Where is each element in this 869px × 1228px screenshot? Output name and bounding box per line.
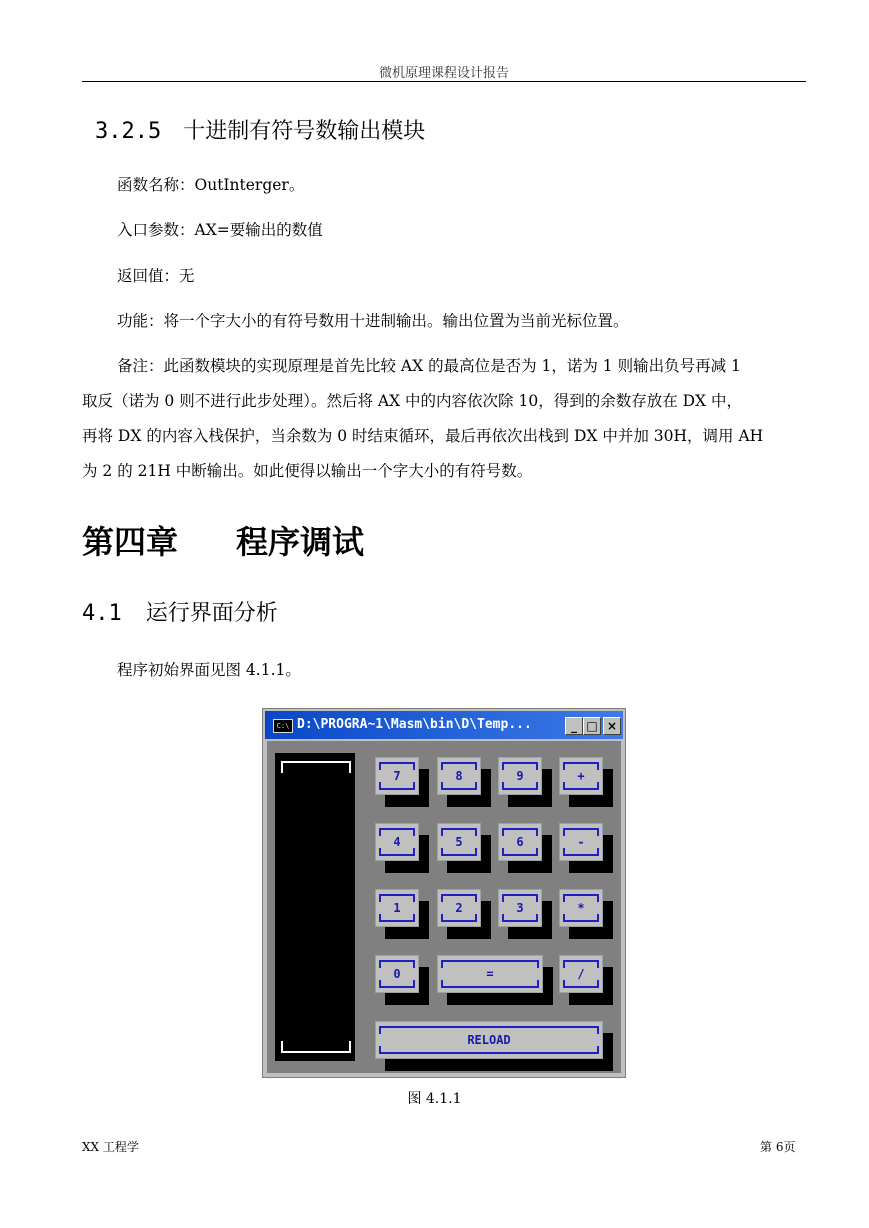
- console-icon: C:\: [273, 719, 293, 733]
- section-number: 3.2.5: [95, 119, 162, 144]
- chapter-title: 程序调试: [236, 523, 365, 561]
- paragraph-note: [82, 349, 806, 489]
- subsection-number: 4.1: [82, 601, 122, 626]
- maximize-button: □: [583, 717, 601, 735]
- minimize-button: _: [565, 717, 583, 735]
- section-heading: [95, 114, 425, 145]
- calculator-display: [275, 753, 355, 1061]
- note-line: 取反（诺为 0 则不进行此步处理）。然后将 AX 中的内容依次除 10，得到的余数存放在 DX 中，: [82, 392, 743, 410]
- page-number: 第 6页: [760, 1140, 796, 1154]
- key-equals: =: [437, 955, 543, 993]
- key-1: 1: [375, 889, 419, 927]
- display-frame-top: [281, 761, 351, 773]
- key-7: 7: [375, 757, 419, 795]
- paragraph-func-name: 函数名称：OutInterger。: [117, 176, 305, 194]
- subsection-title: 运行界面分析: [145, 601, 278, 626]
- header-rule: [82, 81, 806, 82]
- key-reload: RELOAD: [375, 1021, 603, 1059]
- paragraph-intro: 程序初始界面见图 4.1.1。: [117, 661, 301, 679]
- key-minus: -: [559, 823, 603, 861]
- note-line: 备注：此函数模块的实现原理是首先比较 AX 的最高位是否为 1，诺为 1 则输出负号再减 1: [117, 357, 741, 375]
- key-0: 0: [375, 955, 419, 993]
- chapter-label: 第四章: [82, 523, 179, 561]
- key-plus: +: [559, 757, 603, 795]
- key-6: 6: [498, 823, 542, 861]
- section-title: 十进制有符号数输出模块: [183, 119, 426, 144]
- close-button: ×: [603, 717, 621, 735]
- window-client-area: [267, 741, 621, 1073]
- page-header: 微机原理课程设计报告: [378, 66, 509, 81]
- key-multiply: *: [559, 889, 603, 927]
- note-line: 再将 DX 的内容入栈保护，当余数为 0 时结束循环，最后再依次出栈到 DX 中并加 30H，调用 AH: [82, 427, 764, 445]
- key-9: 9: [498, 757, 542, 795]
- paragraph-return-value: 返回值：无: [117, 267, 195, 285]
- key-8: 8: [437, 757, 481, 795]
- figure-caption: 图 4.1.1: [407, 1091, 462, 1107]
- paragraph-entry-params: 入口参数：AX=要输出的数值: [117, 221, 323, 239]
- note-line: 为 2 的 21H 中断输出。如此便得以输出一个字大小的有符号数。: [82, 462, 533, 480]
- key-2: 2: [437, 889, 481, 927]
- window-titlebar: [265, 711, 623, 739]
- key-4: 4: [375, 823, 419, 861]
- paragraph-function: 功能：将一个字大小的有符号数用十进制输出。输出位置为当前光标位置。: [117, 312, 629, 330]
- calculator-window-figure: [262, 708, 626, 1078]
- chapter-heading: [82, 517, 364, 563]
- display-frame-bottom: [281, 1041, 351, 1053]
- key-divide: /: [559, 955, 603, 993]
- subsection-heading: [82, 596, 278, 627]
- key-3: 3: [498, 889, 542, 927]
- window-title: D:\PROGRA~1\Masm\bin\D\Temp...: [297, 717, 532, 732]
- footer-left: XX 工程学: [82, 1140, 139, 1154]
- key-5: 5: [437, 823, 481, 861]
